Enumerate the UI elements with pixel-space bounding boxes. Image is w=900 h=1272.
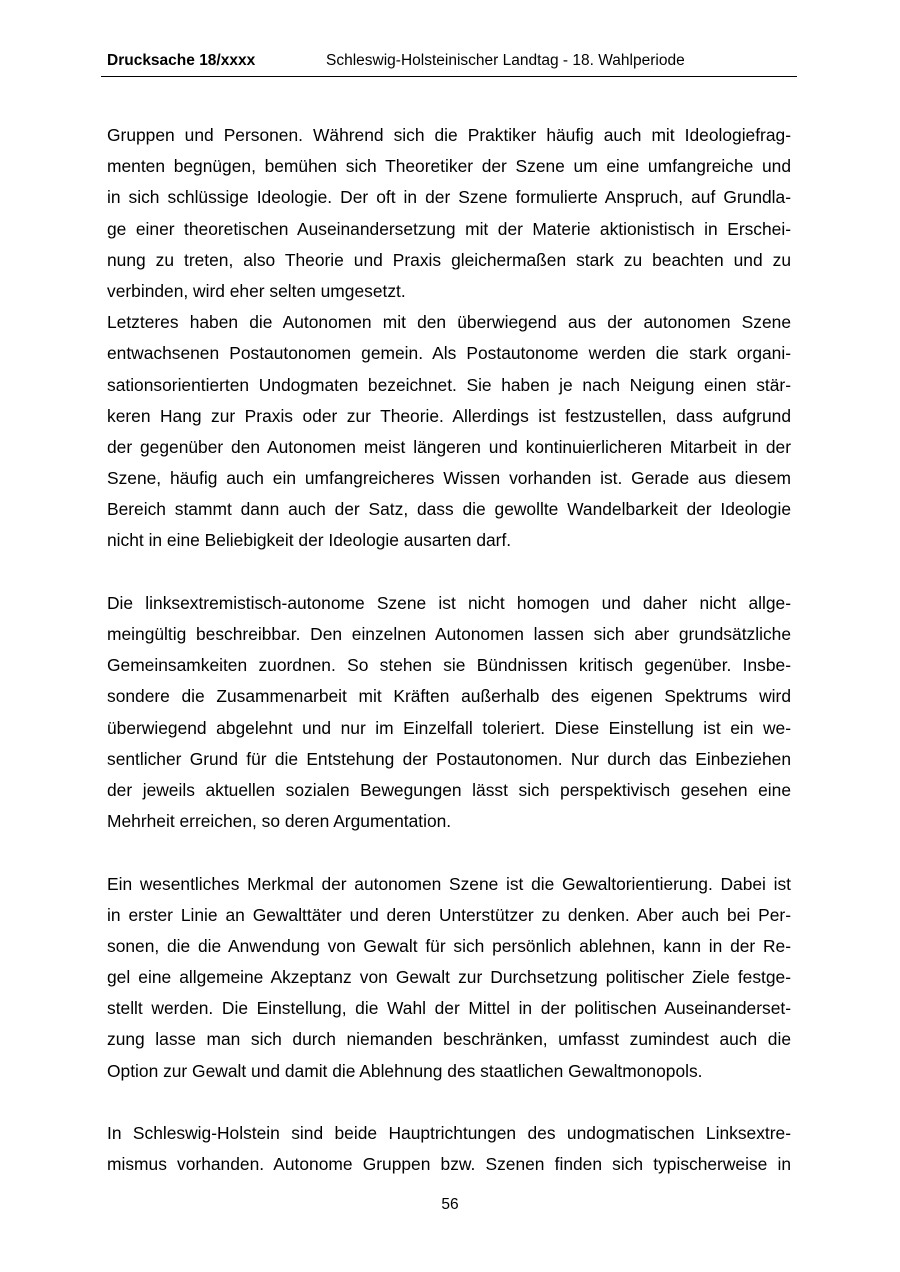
text-line: sentlicher Grund für die Entstehung der Postautonomen. Nur durch das Einbeziehen — [107, 748, 791, 769]
page-number: 56 — [441, 1196, 459, 1213]
body-text — [107, 120, 791, 1180]
text-line: entwachsenen Postautonomen gemein. Als Postautonome werden die stark organi- — [107, 343, 791, 364]
text-line: überwiegend abgelehnt und nur im Einzelfall toleriert. Diese Einstellung ist ein we- — [107, 717, 791, 738]
text-line: menten begnügen, bemühen sich Theoretiker der Szene um eine umfangreiche und — [107, 156, 791, 177]
page-header — [107, 52, 797, 74]
text-line: zung lasse man sich durch niemanden beschränken, umfasst zumindest auch die — [107, 1029, 791, 1050]
text-line: ge einer theoretischen Auseinandersetzung mit der Materie aktionistisch in Erschei- — [107, 218, 791, 239]
text-line: Die linksextremistisch-autonome Szene ist nicht homogen und daher nicht allge- — [107, 592, 791, 613]
text-line: Gemeinsamkeiten zuordnen. So stehen sie Bündnissen kritisch gegenüber. Insbe- — [107, 655, 791, 676]
document-number: Drucksache 18/xxxx — [107, 52, 256, 69]
text-line: mismus vorhanden. Autonome Gruppen bzw. Szenen finden sich typischerweise in — [107, 1154, 791, 1175]
text-line: Mehrheit erreichen, so deren Argumentation. — [107, 811, 452, 832]
text-line: gel eine allgemeine Akzeptanz von Gewalt zur Durchsetzung politischer Ziele festge- — [107, 967, 791, 988]
text-line: Gruppen und Personen. Während sich die Praktiker häufig auch mit Ideologiefrag- — [107, 125, 791, 145]
text-line: der gegenüber den Autonomen meist längeren und kontinuierlicheren Mitarbeit in der — [107, 436, 791, 457]
text-line: meingültig beschreibbar. Den einzelnen Autonomen lassen sich aber grundsätzliche — [107, 624, 791, 644]
text-line: sonen, die die Anwendung von Gewalt für sich persönlich ablehnen, kann in der Re- — [107, 935, 791, 956]
text-line: Bereich stammt dann auch der Satz, dass die gewollte Wandelbarkeit der Ideologie — [107, 499, 791, 520]
header-rule — [101, 76, 797, 77]
text-line: in sich schlüssige Ideologie. Der oft in der Szene formulierte Anspruch, auf Grundla- — [107, 187, 791, 208]
text-line: In Schleswig-Holstein sind beide Hauptrichtungen des undogmatischen Linksextre- — [107, 1123, 791, 1143]
paragraph-spacer — [107, 557, 791, 588]
text-line: nicht in eine Beliebigkeit der Ideologie ausarten darf. — [107, 530, 512, 551]
paragraph-spacer — [107, 1087, 791, 1118]
paragraph-spacer — [107, 837, 791, 868]
text-line: keren Hang zur Praxis oder zur Theorie. Allerdings ist festzustellen, dass aufgrund — [107, 405, 791, 426]
text-line: nung zu treten, also Theorie und Praxis gleichermaßen stark zu beachten und zu — [107, 249, 791, 270]
text-line: Ein wesentliches Merkmal der autonomen Szene ist die Gewaltorientierung. Dabei ist — [107, 873, 791, 894]
text-line: sondere die Zusammenarbeit mit Kräften außerhalb des eigenen Spektrums wird — [107, 686, 791, 707]
text-line: sationsorientierten Undogmaten bezeichnet. Sie haben je nach Neigung einen stär- — [107, 374, 791, 395]
text-line: stellt werden. Die Einstellung, die Wahl der Mittel in der politischen Auseinanderset- — [107, 998, 791, 1019]
text-line: Option zur Gewalt und damit die Ablehnung des staatlichen Gewaltmonopols. — [107, 1060, 703, 1081]
header-title: Schleswig-Holsteinischer Landtag - 18. Wahlperiode — [326, 52, 685, 69]
text-line: Letzteres haben die Autonomen mit den überwiegend aus der autonomen Szene — [107, 312, 791, 333]
text-line: in erster Linie an Gewalttäter und deren Unterstützer zu denken. Aber auch bei Per- — [107, 904, 791, 925]
text-line: Szene, häufig auch ein umfangreicheres Wissen vorhanden ist. Gerade aus diesem — [107, 468, 791, 489]
text-line: verbinden, wird eher selten umgesetzt. — [107, 280, 406, 301]
text-line: der jeweils aktuellen sozialen Bewegungen lässt sich perspektivisch gesehen eine — [107, 779, 791, 800]
